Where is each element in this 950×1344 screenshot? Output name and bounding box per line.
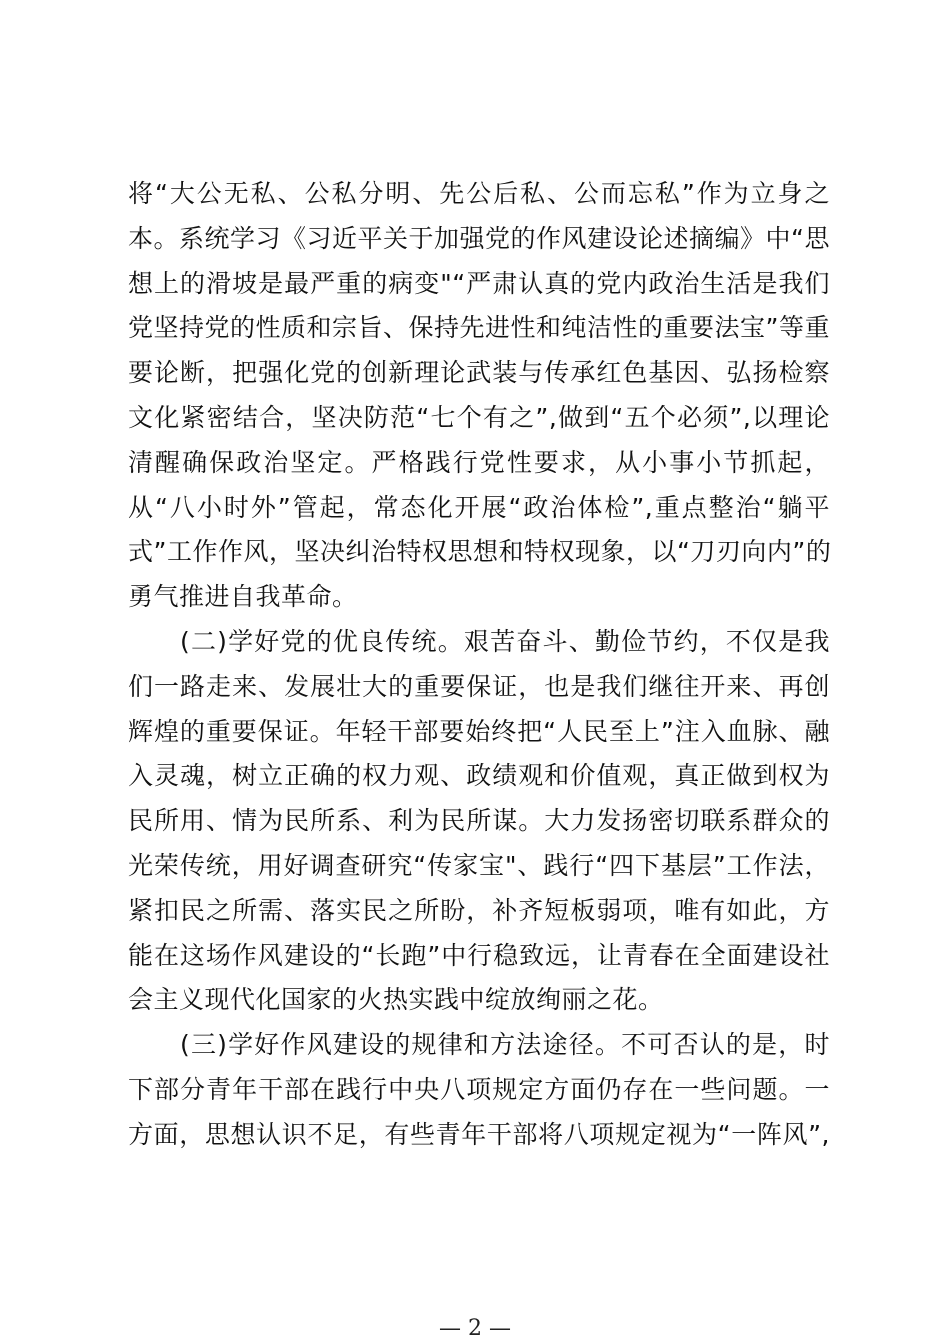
text-line: 们一路走来、发展壮大的重要保证，也是我们继往开来、再创 <box>128 671 830 701</box>
text-line: 式”工作作风，坚决纠治特权思想和特权现象，以“刀刃向内”的 <box>128 537 832 567</box>
text-line: 想上的滑坡是最严重的病变"“严肃认真的党内政治生活是我们 <box>128 268 830 298</box>
text-line: 清醒确保政治坚定。严格践行党性要求，从小事小节抓起， <box>128 447 830 477</box>
text-line: 本。系统学习《习近平关于加强党的作风建设论述摘编》中“思 <box>128 223 830 253</box>
text-line: 紧扣民之所需、落实民之所盼，补齐短板弱项，唯有如此，方 <box>128 895 830 925</box>
paragraph-2 <box>128 620 830 1023</box>
text-line: 方面，思想认识不足，有些青年干部将八项规定视为“一阵风”, <box>128 1119 830 1149</box>
page-number: — 2 — <box>439 1316 511 1341</box>
text-line: 要论断，把强化党的创新理论武装与传承红色基因、弘扬检察 <box>128 358 830 388</box>
paragraph-1 <box>128 172 830 620</box>
text-line: (三)学好作风建设的规律和方法途径。不可否认的是，时 <box>180 1030 830 1060</box>
text-line: 将“大公无私、公私分明、先公后私、公而忘私”作为立身之 <box>128 179 830 208</box>
text-line: 文化紧密结合，坚决防范“七个有之”,做到“五个必须”,以理论 <box>128 402 830 432</box>
text-line: 光荣传统，用好调查研究“传家宝"、践行“四下基层”工作法， <box>128 850 830 880</box>
text-line: 能在这场作风建设的“长跑”中行稳致远，让青春在全面建设社 <box>128 940 830 970</box>
text-line: 民所用、情为民所系、利为民所谋。大力发扬密切联系群众的 <box>128 806 830 836</box>
text-line: 辉煌的重要保证。年轻干部要始终把“人民至上”注入血脉、融 <box>128 716 830 746</box>
text-line: 入灵魂，树立正确的权力观、政绩观和价值观，真正做到权为 <box>128 761 830 791</box>
text-line: 从“八小时外”管起，常态化开展“政治体检”,重点整治“躺平 <box>128 492 830 522</box>
text-line: 会主义现代化国家的火热实践中绽放绚丽之花。 <box>128 985 664 1015</box>
text-line: (二)学好党的优良传统。艰苦奋斗、勤俭节约，不仅是我 <box>180 626 830 656</box>
text-line: 党坚持党的性质和宗旨、保持先进性和纯洁性的重要法宝”等重 <box>128 313 830 343</box>
text-line: 下部分青年干部在践行中央八项规定方面仍存在一些问题。一 <box>128 1074 830 1104</box>
text-line: 勇气推进自我革命。 <box>128 582 358 612</box>
body-text <box>128 172 830 1158</box>
paragraph-3 <box>128 1023 830 1157</box>
